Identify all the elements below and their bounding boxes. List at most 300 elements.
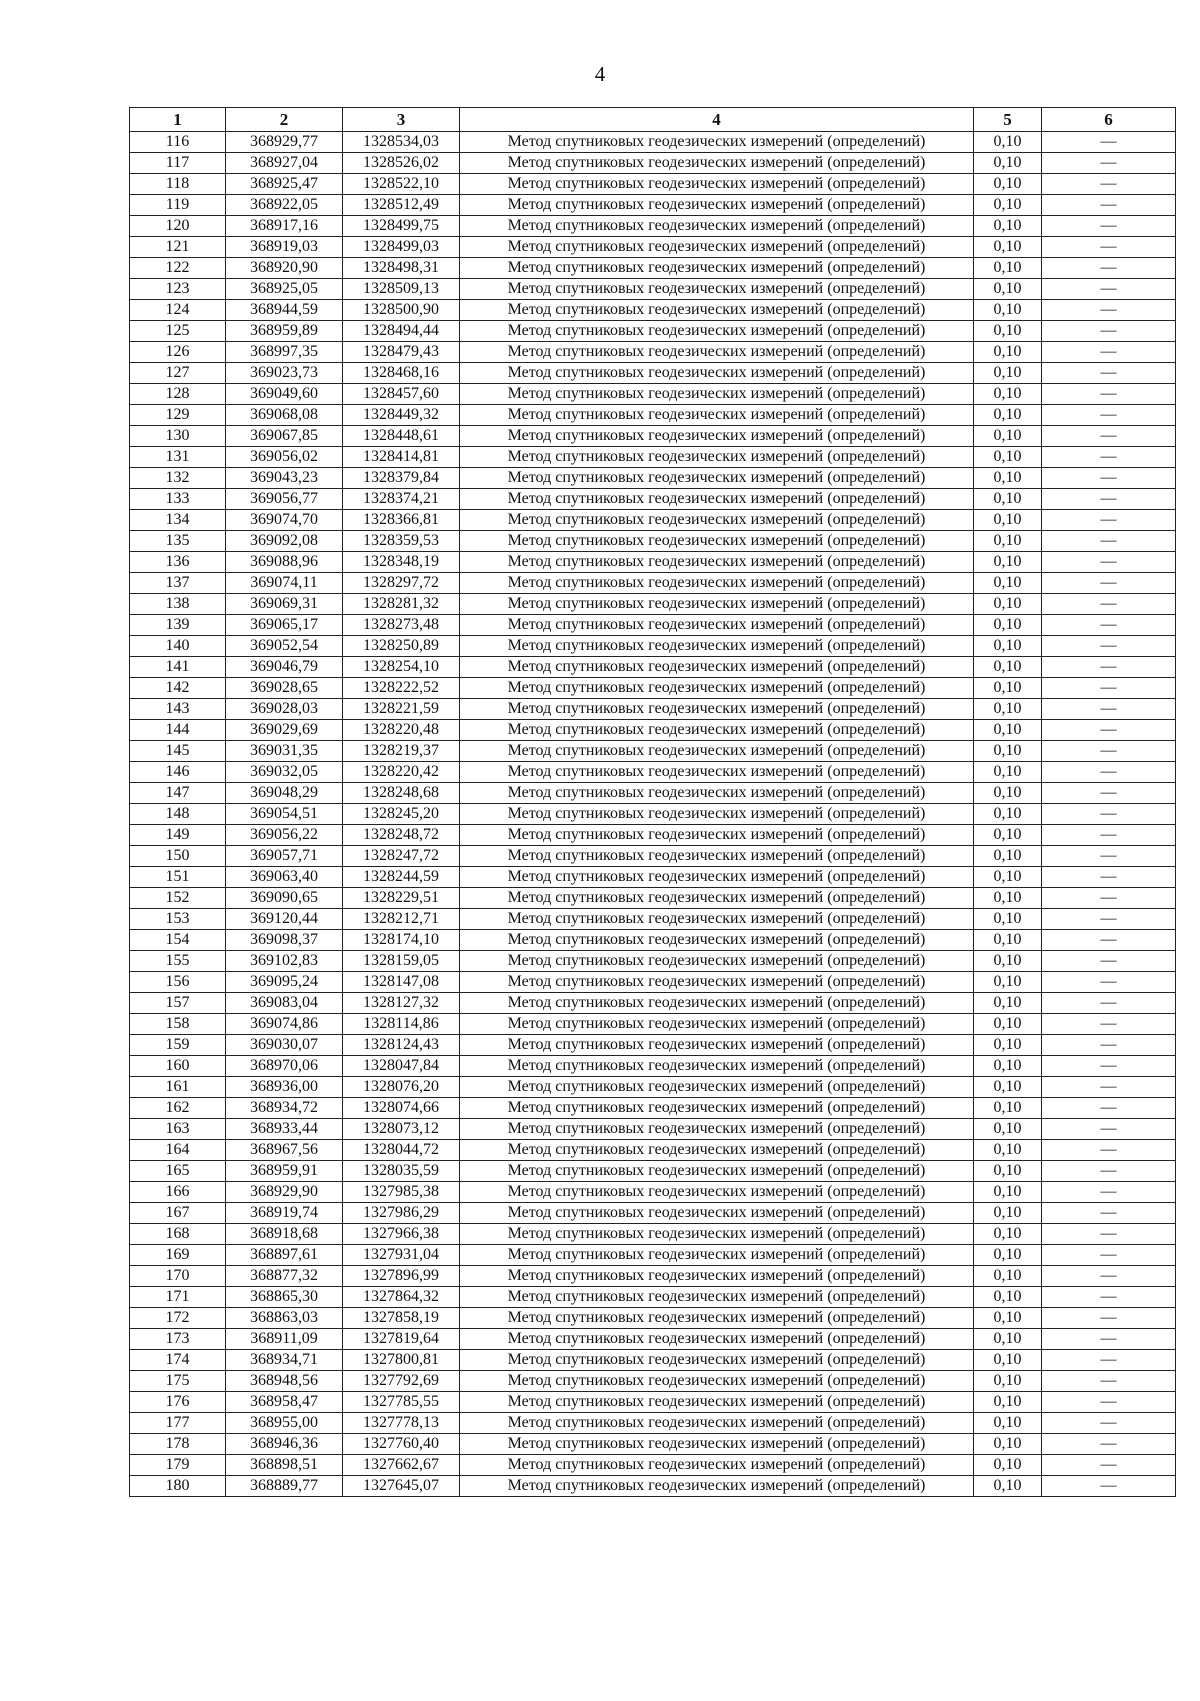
x-coordinate-cell: 369083,04 — [226, 993, 343, 1014]
x-coordinate-cell: 368959,91 — [226, 1161, 343, 1182]
x-coordinate-cell: 368959,89 — [226, 321, 343, 342]
point-number-cell: 133 — [130, 489, 226, 510]
note-cell: — — [1042, 153, 1176, 174]
x-coordinate-cell: 368863,03 — [226, 1308, 343, 1329]
point-number-cell: 121 — [130, 237, 226, 258]
x-coordinate-cell: 368919,74 — [226, 1203, 343, 1224]
x-coordinate-cell: 369032,05 — [226, 762, 343, 783]
accuracy-cell: 0,10 — [974, 1350, 1042, 1371]
y-coordinate-cell: 1327985,38 — [343, 1182, 460, 1203]
table-row — [130, 384, 1176, 405]
method-cell: Метод спутниковых геодезических измерений (определений) — [460, 1455, 974, 1476]
x-coordinate-cell: 369074,86 — [226, 1014, 343, 1035]
table-row — [130, 510, 1176, 531]
x-coordinate-cell: 369048,29 — [226, 783, 343, 804]
accuracy-cell: 0,10 — [974, 405, 1042, 426]
method-cell: Метод спутниковых геодезических измерений (определений) — [460, 552, 974, 573]
x-coordinate-cell: 368936,00 — [226, 1077, 343, 1098]
y-coordinate-cell: 1328220,48 — [343, 720, 460, 741]
y-coordinate-cell: 1328247,72 — [343, 846, 460, 867]
coordinates-table — [129, 107, 1176, 1497]
point-number-cell: 140 — [130, 636, 226, 657]
accuracy-cell: 0,10 — [974, 132, 1042, 153]
y-coordinate-cell: 1327800,81 — [343, 1350, 460, 1371]
x-coordinate-cell: 369056,77 — [226, 489, 343, 510]
method-cell: Метод спутниковых геодезических измерений (определений) — [460, 804, 974, 825]
table-row — [130, 153, 1176, 174]
point-number-cell: 160 — [130, 1056, 226, 1077]
point-number-cell: 171 — [130, 1287, 226, 1308]
y-coordinate-cell: 1327662,67 — [343, 1455, 460, 1476]
x-coordinate-cell: 368948,56 — [226, 1371, 343, 1392]
column-header-4: 4 — [460, 108, 974, 132]
accuracy-cell: 0,10 — [974, 972, 1042, 993]
accuracy-cell: 0,10 — [974, 1203, 1042, 1224]
point-number-cell: 175 — [130, 1371, 226, 1392]
point-number-cell: 119 — [130, 195, 226, 216]
point-number-cell: 142 — [130, 678, 226, 699]
note-cell: — — [1042, 300, 1176, 321]
accuracy-cell: 0,10 — [974, 153, 1042, 174]
method-cell: Метод спутниковых геодезических измерений (определений) — [460, 1392, 974, 1413]
accuracy-cell: 0,10 — [974, 489, 1042, 510]
point-number-cell: 153 — [130, 909, 226, 930]
note-cell: — — [1042, 1329, 1176, 1350]
accuracy-cell: 0,10 — [974, 1329, 1042, 1350]
table-row — [130, 1035, 1176, 1056]
accuracy-cell: 0,10 — [974, 909, 1042, 930]
note-cell: — — [1042, 573, 1176, 594]
note-cell: — — [1042, 615, 1176, 636]
method-cell: Метод спутниковых геодезических измерений (определений) — [460, 447, 974, 468]
y-coordinate-cell: 1327819,64 — [343, 1329, 460, 1350]
method-cell: Метод спутниковых геодезических измерений (определений) — [460, 321, 974, 342]
y-coordinate-cell: 1328147,08 — [343, 972, 460, 993]
note-cell: — — [1042, 1098, 1176, 1119]
note-cell: — — [1042, 1203, 1176, 1224]
method-cell: Метод спутниковых геодезических измерений (определений) — [460, 195, 974, 216]
accuracy-cell: 0,10 — [974, 1224, 1042, 1245]
x-coordinate-cell: 369090,65 — [226, 888, 343, 909]
y-coordinate-cell: 1327792,69 — [343, 1371, 460, 1392]
table-row — [130, 720, 1176, 741]
method-cell: Метод спутниковых геодезических измерений (определений) — [460, 636, 974, 657]
x-coordinate-cell: 368958,47 — [226, 1392, 343, 1413]
accuracy-cell: 0,10 — [974, 174, 1042, 195]
method-cell: Метод спутниковых геодезических измерений (определений) — [460, 384, 974, 405]
y-coordinate-cell: 1328035,59 — [343, 1161, 460, 1182]
note-cell: — — [1042, 657, 1176, 678]
table-row — [130, 1119, 1176, 1140]
note-cell: — — [1042, 426, 1176, 447]
table-row — [130, 1371, 1176, 1392]
point-number-cell: 169 — [130, 1245, 226, 1266]
note-cell: — — [1042, 1350, 1176, 1371]
table-row — [130, 1308, 1176, 1329]
point-number-cell: 149 — [130, 825, 226, 846]
method-cell: Метод спутниковых геодезических измерений (определений) — [460, 363, 974, 384]
table-row — [130, 1266, 1176, 1287]
method-cell: Метод спутниковых геодезических измерений (определений) — [460, 825, 974, 846]
x-coordinate-cell: 368967,56 — [226, 1140, 343, 1161]
accuracy-cell: 0,10 — [974, 1140, 1042, 1161]
table-row — [130, 1434, 1176, 1455]
point-number-cell: 130 — [130, 426, 226, 447]
y-coordinate-cell: 1328074,66 — [343, 1098, 460, 1119]
y-coordinate-cell: 1328212,71 — [343, 909, 460, 930]
note-cell: — — [1042, 174, 1176, 195]
point-number-cell: 156 — [130, 972, 226, 993]
x-coordinate-cell: 368877,32 — [226, 1266, 343, 1287]
x-coordinate-cell: 369023,73 — [226, 363, 343, 384]
point-number-cell: 154 — [130, 930, 226, 951]
table-row — [130, 678, 1176, 699]
accuracy-cell: 0,10 — [974, 216, 1042, 237]
method-cell: Метод спутниковых геодезических измерений (определений) — [460, 846, 974, 867]
method-cell: Метод спутниковых геодезических измерений (определений) — [460, 405, 974, 426]
accuracy-cell: 0,10 — [974, 258, 1042, 279]
y-coordinate-cell: 1327645,07 — [343, 1476, 460, 1497]
accuracy-cell: 0,10 — [974, 825, 1042, 846]
y-coordinate-cell: 1328498,31 — [343, 258, 460, 279]
x-coordinate-cell: 369028,65 — [226, 678, 343, 699]
method-cell: Метод спутниковых геодезических измерений (определений) — [460, 993, 974, 1014]
note-cell: — — [1042, 1182, 1176, 1203]
note-cell: — — [1042, 846, 1176, 867]
accuracy-cell: 0,10 — [974, 195, 1042, 216]
x-coordinate-cell: 368925,05 — [226, 279, 343, 300]
x-coordinate-cell: 369029,69 — [226, 720, 343, 741]
method-cell: Метод спутниковых геодезических измерений (определений) — [460, 132, 974, 153]
method-cell: Метод спутниковых геодезических измерений (определений) — [460, 1287, 974, 1308]
point-number-cell: 129 — [130, 405, 226, 426]
table-row — [130, 174, 1176, 195]
table-row — [130, 363, 1176, 384]
point-number-cell: 168 — [130, 1224, 226, 1245]
x-coordinate-cell: 368929,77 — [226, 132, 343, 153]
table-row — [130, 993, 1176, 1014]
point-number-cell: 179 — [130, 1455, 226, 1476]
table-row — [130, 1161, 1176, 1182]
y-coordinate-cell: 1328526,02 — [343, 153, 460, 174]
x-coordinate-cell: 369092,08 — [226, 531, 343, 552]
accuracy-cell: 0,10 — [974, 300, 1042, 321]
table-row — [130, 552, 1176, 573]
accuracy-cell: 0,10 — [974, 867, 1042, 888]
y-coordinate-cell: 1328359,53 — [343, 531, 460, 552]
point-number-cell: 147 — [130, 783, 226, 804]
table-row — [130, 951, 1176, 972]
point-number-cell: 116 — [130, 132, 226, 153]
y-coordinate-cell: 1328457,60 — [343, 384, 460, 405]
table-row — [130, 846, 1176, 867]
table-body — [130, 132, 1176, 1497]
point-number-cell: 180 — [130, 1476, 226, 1497]
method-cell: Метод спутниковых геодезических измерений (определений) — [460, 741, 974, 762]
y-coordinate-cell: 1328248,72 — [343, 825, 460, 846]
method-cell: Метод спутниковых геодезических измерений (определений) — [460, 531, 974, 552]
note-cell: — — [1042, 699, 1176, 720]
x-coordinate-cell: 368911,09 — [226, 1329, 343, 1350]
method-cell: Метод спутниковых геодезических измерений (определений) — [460, 1203, 974, 1224]
x-coordinate-cell: 369102,83 — [226, 951, 343, 972]
note-cell: — — [1042, 993, 1176, 1014]
note-cell: — — [1042, 405, 1176, 426]
y-coordinate-cell: 1328281,32 — [343, 594, 460, 615]
method-cell: Метод спутниковых геодезических измерений (определений) — [460, 1350, 974, 1371]
y-coordinate-cell: 1328219,37 — [343, 741, 460, 762]
method-cell: Метод спутниковых геодезических измерений (определений) — [460, 1224, 974, 1245]
table-row — [130, 1056, 1176, 1077]
x-coordinate-cell: 369074,70 — [226, 510, 343, 531]
note-cell: — — [1042, 1392, 1176, 1413]
y-coordinate-cell: 1327858,19 — [343, 1308, 460, 1329]
note-cell: — — [1042, 552, 1176, 573]
accuracy-cell: 0,10 — [974, 993, 1042, 1014]
table-row — [130, 594, 1176, 615]
table-row — [130, 972, 1176, 993]
accuracy-cell: 0,10 — [974, 594, 1042, 615]
method-cell: Метод спутниковых геодезических измерений (определений) — [460, 762, 974, 783]
x-coordinate-cell: 368922,05 — [226, 195, 343, 216]
table-row — [130, 867, 1176, 888]
x-coordinate-cell: 369046,79 — [226, 657, 343, 678]
note-cell: — — [1042, 258, 1176, 279]
x-coordinate-cell: 368955,00 — [226, 1413, 343, 1434]
column-header-5: 5 — [974, 108, 1042, 132]
y-coordinate-cell: 1328468,16 — [343, 363, 460, 384]
method-cell: Метод спутниковых геодезических измерений (определений) — [460, 720, 974, 741]
x-coordinate-cell: 368865,30 — [226, 1287, 343, 1308]
accuracy-cell: 0,10 — [974, 468, 1042, 489]
accuracy-cell: 0,10 — [974, 636, 1042, 657]
method-cell: Метод спутниковых геодезических измерений (определений) — [460, 867, 974, 888]
note-cell: — — [1042, 741, 1176, 762]
x-coordinate-cell: 369056,22 — [226, 825, 343, 846]
point-number-cell: 167 — [130, 1203, 226, 1224]
point-number-cell: 165 — [130, 1161, 226, 1182]
point-number-cell: 166 — [130, 1182, 226, 1203]
y-coordinate-cell: 1327896,99 — [343, 1266, 460, 1287]
point-number-cell: 136 — [130, 552, 226, 573]
point-number-cell: 177 — [130, 1413, 226, 1434]
table-row — [130, 1140, 1176, 1161]
method-cell: Метод спутниковых геодезических измерений (определений) — [460, 615, 974, 636]
x-coordinate-cell: 369049,60 — [226, 384, 343, 405]
note-cell: — — [1042, 195, 1176, 216]
accuracy-cell: 0,10 — [974, 384, 1042, 405]
method-cell: Метод спутниковых геодезических измерений (определений) — [460, 783, 974, 804]
method-cell: Метод спутниковых геодезических измерений (определений) — [460, 1371, 974, 1392]
table-row — [130, 132, 1176, 153]
method-cell: Метод спутниковых геодезических измерений (определений) — [460, 1245, 974, 1266]
note-cell: — — [1042, 468, 1176, 489]
y-coordinate-cell: 1328047,84 — [343, 1056, 460, 1077]
point-number-cell: 117 — [130, 153, 226, 174]
table-row — [130, 783, 1176, 804]
note-cell: — — [1042, 489, 1176, 510]
accuracy-cell: 0,10 — [974, 1077, 1042, 1098]
table-row — [130, 804, 1176, 825]
y-coordinate-cell: 1328221,59 — [343, 699, 460, 720]
y-coordinate-cell: 1328512,49 — [343, 195, 460, 216]
method-cell: Метод спутниковых геодезических измерений (определений) — [460, 237, 974, 258]
table-row — [130, 447, 1176, 468]
x-coordinate-cell: 369052,54 — [226, 636, 343, 657]
x-coordinate-cell: 368934,72 — [226, 1098, 343, 1119]
y-coordinate-cell: 1327785,55 — [343, 1392, 460, 1413]
x-coordinate-cell: 368917,16 — [226, 216, 343, 237]
method-cell: Метод спутниковых геодезических измерений (определений) — [460, 930, 974, 951]
method-cell: Метод спутниковых геодезических измерений (определений) — [460, 153, 974, 174]
y-coordinate-cell: 1328494,44 — [343, 321, 460, 342]
method-cell: Метод спутниковых геодезических измерений (определений) — [460, 678, 974, 699]
point-number-cell: 132 — [130, 468, 226, 489]
accuracy-cell: 0,10 — [974, 783, 1042, 804]
method-cell: Метод спутниковых геодезических измерений (определений) — [460, 1476, 974, 1497]
note-cell: — — [1042, 531, 1176, 552]
method-cell: Метод спутниковых геодезических измерений (определений) — [460, 1329, 974, 1350]
table-row — [130, 531, 1176, 552]
note-cell: — — [1042, 930, 1176, 951]
accuracy-cell: 0,10 — [974, 279, 1042, 300]
column-header-3: 3 — [343, 108, 460, 132]
method-cell: Метод спутниковых геодезических измерений (определений) — [460, 1098, 974, 1119]
table-row — [130, 909, 1176, 930]
method-cell: Метод спутниковых геодезических измерений (определений) — [460, 1119, 974, 1140]
column-header-6: 6 — [1042, 108, 1176, 132]
x-coordinate-cell: 368997,35 — [226, 342, 343, 363]
point-number-cell: 173 — [130, 1329, 226, 1350]
y-coordinate-cell: 1328348,19 — [343, 552, 460, 573]
y-coordinate-cell: 1327778,13 — [343, 1413, 460, 1434]
x-coordinate-cell: 369098,37 — [226, 930, 343, 951]
x-coordinate-cell: 369067,85 — [226, 426, 343, 447]
point-number-cell: 122 — [130, 258, 226, 279]
method-cell: Метод спутниковых геодезических измерений (определений) — [460, 1266, 974, 1287]
note-cell: — — [1042, 594, 1176, 615]
note-cell: — — [1042, 447, 1176, 468]
point-number-cell: 159 — [130, 1035, 226, 1056]
x-coordinate-cell: 368944,59 — [226, 300, 343, 321]
point-number-cell: 143 — [130, 699, 226, 720]
note-cell: — — [1042, 363, 1176, 384]
y-coordinate-cell: 1328448,61 — [343, 426, 460, 447]
note-cell: — — [1042, 1056, 1176, 1077]
y-coordinate-cell: 1327966,38 — [343, 1224, 460, 1245]
y-coordinate-cell: 1328174,10 — [343, 930, 460, 951]
y-coordinate-cell: 1328509,13 — [343, 279, 460, 300]
y-coordinate-cell: 1328374,21 — [343, 489, 460, 510]
y-coordinate-cell: 1328379,84 — [343, 468, 460, 489]
accuracy-cell: 0,10 — [974, 552, 1042, 573]
accuracy-cell: 0,10 — [974, 531, 1042, 552]
table-row — [130, 300, 1176, 321]
accuracy-cell: 0,10 — [974, 447, 1042, 468]
y-coordinate-cell: 1328522,10 — [343, 174, 460, 195]
method-cell: Метод спутниковых геодезических измерений (определений) — [460, 888, 974, 909]
accuracy-cell: 0,10 — [974, 678, 1042, 699]
note-cell: — — [1042, 951, 1176, 972]
method-cell: Метод спутниковых геодезических измерений (определений) — [460, 699, 974, 720]
method-cell: Метод спутниковых геодезических измерений (определений) — [460, 1140, 974, 1161]
point-number-cell: 125 — [130, 321, 226, 342]
note-cell: — — [1042, 1119, 1176, 1140]
note-cell: — — [1042, 237, 1176, 258]
y-coordinate-cell: 1327864,32 — [343, 1287, 460, 1308]
y-coordinate-cell: 1328127,32 — [343, 993, 460, 1014]
point-number-cell: 146 — [130, 762, 226, 783]
y-coordinate-cell: 1328250,89 — [343, 636, 460, 657]
y-coordinate-cell: 1328044,72 — [343, 1140, 460, 1161]
table-row — [130, 321, 1176, 342]
method-cell: Метод спутниковых геодезических измерений (определений) — [460, 972, 974, 993]
note-cell: — — [1042, 909, 1176, 930]
note-cell: — — [1042, 1371, 1176, 1392]
page-number: 4 — [594, 62, 606, 86]
note-cell: — — [1042, 1035, 1176, 1056]
method-cell: Метод спутниковых геодезических измерений (определений) — [460, 1014, 974, 1035]
accuracy-cell: 0,10 — [974, 699, 1042, 720]
x-coordinate-cell: 369054,51 — [226, 804, 343, 825]
method-cell: Метод спутниковых геодезических измерений (определений) — [460, 657, 974, 678]
table-row — [130, 657, 1176, 678]
accuracy-cell: 0,10 — [974, 1455, 1042, 1476]
table-row — [130, 1392, 1176, 1413]
note-cell: — — [1042, 1308, 1176, 1329]
accuracy-cell: 0,10 — [974, 321, 1042, 342]
x-coordinate-cell: 368898,51 — [226, 1455, 343, 1476]
method-cell: Метод спутниковых геодезических измерений (определений) — [460, 300, 974, 321]
y-coordinate-cell: 1328159,05 — [343, 951, 460, 972]
point-number-cell: 174 — [130, 1350, 226, 1371]
method-cell: Метод спутниковых геодезических измерений (определений) — [460, 573, 974, 594]
point-number-cell: 137 — [130, 573, 226, 594]
table-row — [130, 699, 1176, 720]
accuracy-cell: 0,10 — [974, 930, 1042, 951]
method-cell: Метод спутниковых геодезических измерений (определений) — [460, 951, 974, 972]
x-coordinate-cell: 368920,90 — [226, 258, 343, 279]
table-row — [130, 762, 1176, 783]
table-row — [130, 1224, 1176, 1245]
method-cell: Метод спутниковых геодезических измерений (определений) — [460, 510, 974, 531]
note-cell: — — [1042, 132, 1176, 153]
y-coordinate-cell: 1328124,43 — [343, 1035, 460, 1056]
column-header-1: 1 — [130, 108, 226, 132]
accuracy-cell: 0,10 — [974, 426, 1042, 447]
method-cell: Метод спутниковых геодезических измерений (определений) — [460, 1413, 974, 1434]
y-coordinate-cell: 1328273,48 — [343, 615, 460, 636]
accuracy-cell: 0,10 — [974, 1161, 1042, 1182]
table-header-row — [130, 108, 1176, 132]
x-coordinate-cell: 369088,96 — [226, 552, 343, 573]
table-row — [130, 342, 1176, 363]
y-coordinate-cell: 1328414,81 — [343, 447, 460, 468]
accuracy-cell: 0,10 — [974, 615, 1042, 636]
table-row — [130, 1350, 1176, 1371]
accuracy-cell: 0,10 — [974, 1119, 1042, 1140]
accuracy-cell: 0,10 — [974, 720, 1042, 741]
accuracy-cell: 0,10 — [974, 1434, 1042, 1455]
note-cell: — — [1042, 720, 1176, 741]
point-number-cell: 176 — [130, 1392, 226, 1413]
method-cell: Метод спутниковых геодезических измерений (определений) — [460, 1035, 974, 1056]
note-cell: — — [1042, 216, 1176, 237]
table-row — [130, 426, 1176, 447]
table-row — [130, 258, 1176, 279]
point-number-cell: 141 — [130, 657, 226, 678]
x-coordinate-cell: 369043,23 — [226, 468, 343, 489]
